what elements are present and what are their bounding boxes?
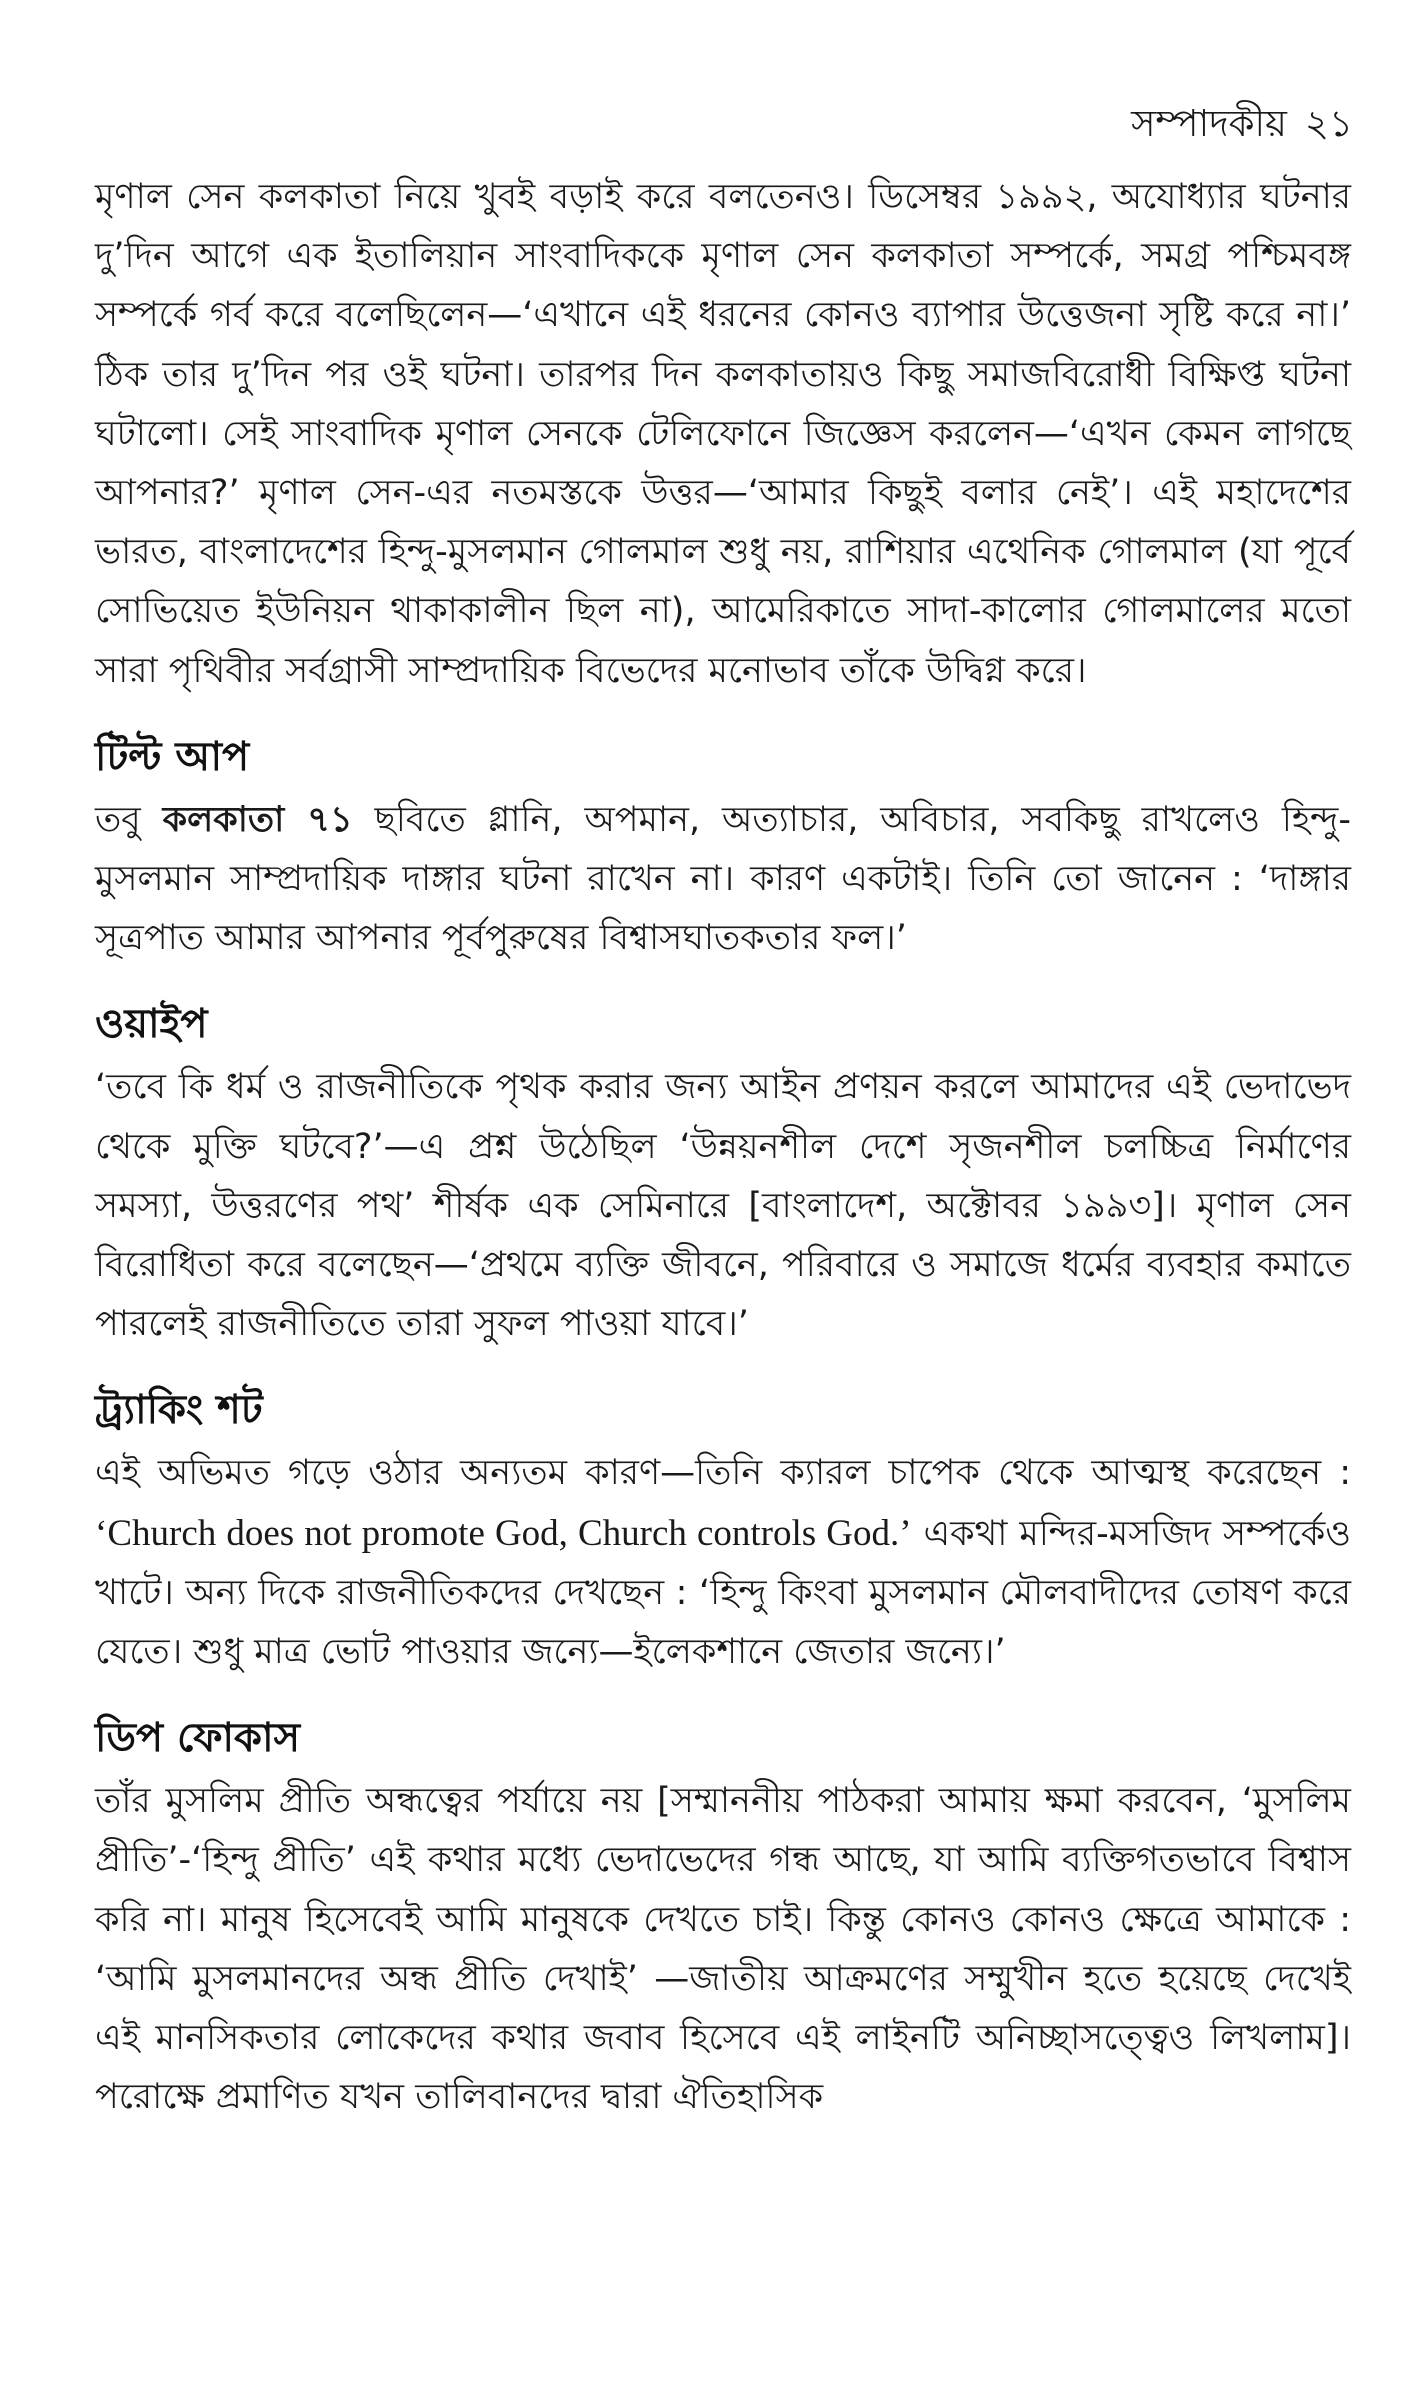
page-number: ২১	[1304, 102, 1353, 145]
running-header	[1131, 100, 1353, 148]
section-heading-tilt-up: টিল্ট আপ	[95, 733, 250, 780]
text-run: তবু	[95, 799, 163, 840]
running-title: সম্পাদকীয়	[1131, 102, 1287, 145]
paragraph-tilt-up	[95, 791, 1351, 969]
section-heading-wipe: ওয়াইপ	[95, 1001, 208, 1048]
paragraph-wipe: ‘তবে কি ধর্ম ও রাজনীতিকে পৃথক করার জন্য আইন প্রণয়ন করলে আমাদের এই ভেদাভেদ থেকে মুক্তি ঘটবে?’—এ প্রশ্ন উঠেছিল ‘উন্নয়নশীল দেশে সৃজনশীল চলচ্চিত্র নির্মাণের সমস্যা, উত্তরণের পথ’ শীর্ষক এক সেমিনারে [বাংলাদেশ, অক্টোবর ১৯৯৩]। মৃণাল সেন বিরোধিতা করে বলেছেন—‘প্রথমে ব্যক্তি জীবনে, পরিবারে ও সমাজে ধর্মের ব্যবহার কমাতে পারলেই রাজনীতিতে তারা সুফল পাওয়া যাবে।’	[95, 1067, 1351, 1345]
text-run: এই অভিমত গড়ে ওঠার অন্যতম কারণ—তিনি ক্যারল চাপেক থেকে আত্মস্থ করেছেন :	[95, 1453, 1351, 1494]
section-heading-tracking-shot: ট্র্যাকিং শট	[95, 1387, 263, 1434]
english-quote: ‘Church does not promote God, Church controls God.’	[95, 1512, 912, 1554]
paragraph-deep-focus: তাঁর মুসলিম প্রীতি অন্ধত্বের পর্যায়ে নয় [সম্মাননীয় পাঠকরা আমায় ক্ষমা করবেন, ‘মুসলিম প্রীতি’-‘হিন্দু প্রীতি’ এই কথার মধ্যে ভেদাভেদের গন্ধ আছে, যা আমি ব্যক্তিগতভাবে বিশ্বাস করি না। মানুষ হিসেবেই আমি মানুষকে দেখতে চাই। কিন্তু কোনও কোনও ক্ষেত্রে আমাকে : ‘আমি মুসলমানদের অন্ধ প্রীতি দেখাই’ —জাতীয় আক্রমণের সম্মুখীন হতে হয়েছে দেখেই এই মানসিকতার লোকেদের কথার জবাব হিসেবে এই লাইনটি অনিচ্ছাসত্ত্বেও লিখলাম]। পরোক্ষে প্রমাণিত যখন তালিবানদের দ্বারা ঐতিহাসিক	[95, 1781, 1351, 2118]
section-heading-deep-focus: ডিপ ফোকাস	[95, 1715, 301, 1762]
text-run: ছবিতে গ্লানি, অপমান, অত্যাচার, অবিচার, সবকিছু রাখলেও হিন্দু-মুসলমান সাম্প্রদায়িক দাঙ্গার ঘটনা রাখেন না। কারণ একটাই। তিনি তো জানেন : ‘দাঙ্গার সূত্রপাত আমার আপনার পূর্বপুরুষের বিশ্বাসঘাতকতার ফল।’	[95, 799, 1351, 959]
text-run: একথা মন্দির-মসজিদ সম্পর্কেও খাটে। অন্য দিকে রাজনীতিকদের দেখছেন : ‘হিন্দু কিংবা মুসলমান মৌলবাদীদের তোষণ করে যেতে। শুধু মাত্র ভোট পাওয়ার জন্যে—ইলেকশানে জেতার জন্যে।’	[95, 1513, 1352, 1673]
paragraph-tracking-shot	[95, 1444, 1351, 1682]
paragraph-opening: মৃণাল সেন কলকাতা নিয়ে খুবই বড়াই করে বলতেনও। ডিসেম্বর ১৯৯২, অযোধ্যার ঘটনার দু’দিন আগে এক ইতালিয়ান সাংবাদিককে মৃণাল সেন কলকাতা সম্পর্কে, সমগ্র পশ্চিমবঙ্গ সম্পর্কে গর্ব করে বলেছিলেন—‘এখানে এই ধরনের কোনও ব্যাপার উত্তেজনা সৃষ্টি করে না।’ ঠিক তার দু’দিন পর ওই ঘটনা। তারপর দিন কলকাতায়ও কিছু সমাজবিরোধী বিক্ষিপ্ত ঘটনা ঘটালো। সেই সাংবাদিক মৃণাল সেনকে টেলিফোনে জিজ্ঞেস করলেন—‘এখন কেমন লাগছে আপনার?’ মৃণাল সেন-এর নতমস্তকে উত্তর—‘আমার কিছুই বলার নেই’। এই মহাদেশের ভারত, বাংলাদেশের হিন্দু-মুসলমান গোলমাল শুধু নয়, রাশিয়ার এথেনিক গোলমাল (যা পূর্বে সোভিয়েত ইউনিয়ন থাকাকালীন ছিল না), আমেরিকাতে সাদা-কালোর গোলমালের মতো সারা পৃথিবীর সর্বগ্রাসী সাম্প্রদায়িক বিভেদের মনোভাব তাঁকে উদ্বিগ্ন করে।	[95, 177, 1351, 691]
film-title-bold: কলকাতা ৭১	[162, 799, 353, 840]
body-text	[95, 168, 1351, 2358]
